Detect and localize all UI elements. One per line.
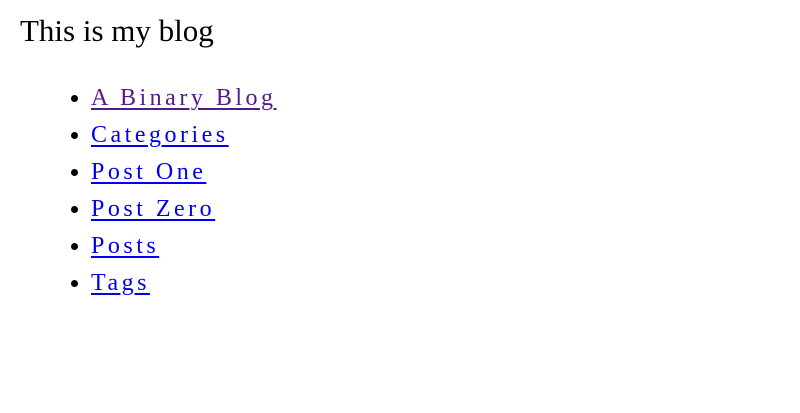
nav-list-item xyxy=(91,265,800,302)
nav-list-item xyxy=(91,154,800,191)
nav-link-categories[interactable]: Categories xyxy=(91,121,229,148)
nav-link-posts[interactable]: Posts xyxy=(91,232,160,259)
nav-list xyxy=(0,80,800,301)
page xyxy=(0,13,800,301)
nav-link-tags[interactable]: Tags xyxy=(91,269,150,296)
nav-list-item xyxy=(91,117,800,154)
nav-list-item xyxy=(91,80,800,117)
page-title: This is my blog xyxy=(20,13,214,48)
nav-list-item xyxy=(91,191,800,228)
nav-link-post-zero[interactable]: Post Zero xyxy=(91,195,216,222)
nav-link-a-binary-blog[interactable]: A Binary Blog xyxy=(91,85,277,111)
nav-list-item xyxy=(91,228,800,265)
nav-link-post-one[interactable]: Post One xyxy=(91,158,207,185)
